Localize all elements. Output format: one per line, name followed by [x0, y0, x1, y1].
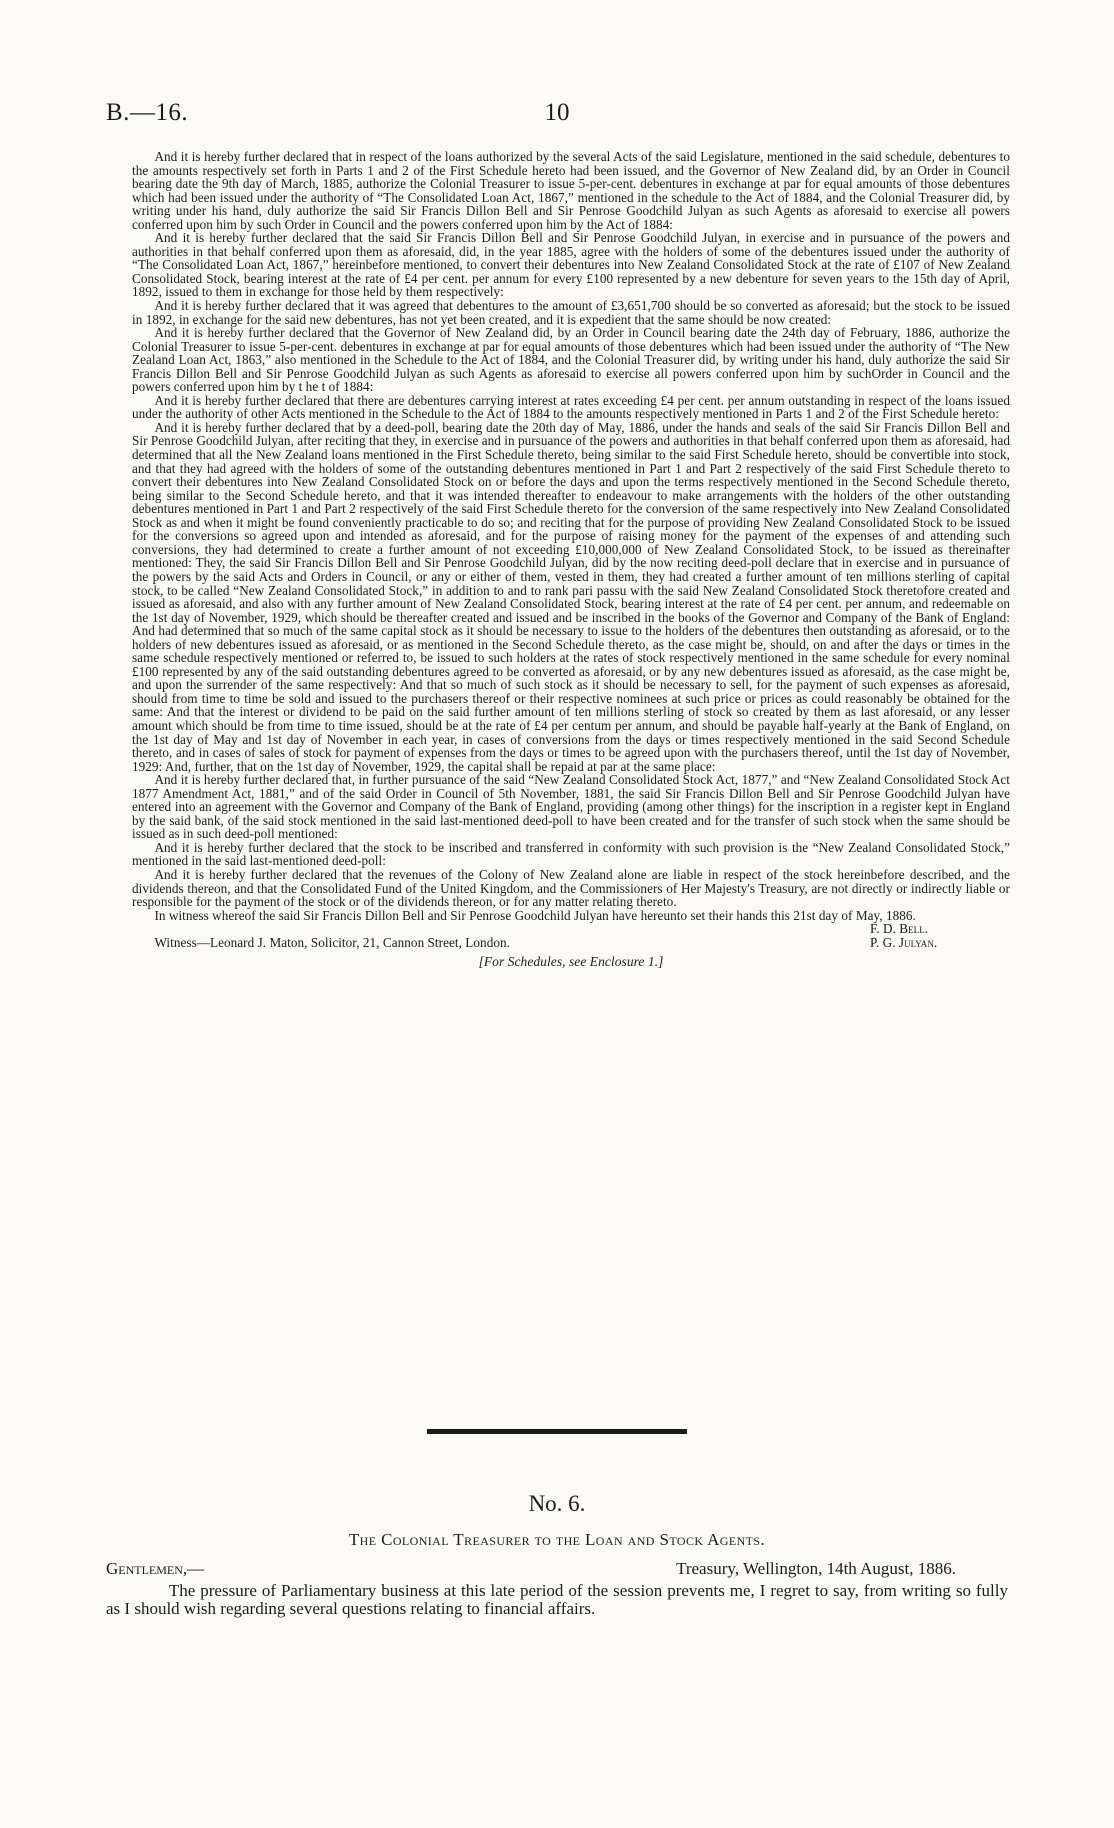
paragraph: And it is hereby further declared that by a deed-poll, bearing date the 20th day of May, 1886, under the hands and seals of the said Sir Francis Dillon Bell and Sir Penrose Goodchild Julyan, after reciting that they, in exercise and in pursuance of the powers and authorities in that behalf conferred upon them as aforesaid, had determined that all the New Zealand loans mentioned in the First Schedule thereto, being similar to the said First Schedule hereto, should be convertible into stock, and that they had agreed with the holders of some of the outstanding debentures mentioned in Part 1 and Part 2 respectively of the said First Schedule thereto to convert their debentures into New Zealand Consolidated Stock on or before the days and upon the terms respectively mentioned in the Second Schedule thereto, being similar to the Second Schedule hereto, and that it was intended thereafter to endeavour to make arrangements with the holders of the other outstanding debentures mentioned in Part 1 and Part 2 respectively of the said First Schedule thereto for the conversion of the same respectively into New Zealand Consolidated Stock as and when it might be found conveniently practicable to do so; and reciting that for the purpose of providing New Zealand Consolidated Stock to be issued for the conversions so agreed upon and intended as aforesaid, and for the purpose of raising money for the payment of the expenses of and attending such conversions, they had determined to create a further amount of not exceeding £10,000,000 of New Zealand Consolidated Stock, to be issued as thereinafter mentioned: They, the said Sir Francis Dillon Bell and Sir Penrose Goodchild Julyan, did by the now reciting deed-poll declare that in exercise and in pursuance of the powers by the said Acts and Orders in Council, or any or either of them, vested in them, they had created a further amount of ten millions sterling of capital stock, to be called “New Zealand Consolidated Stock,” in addition to and to rank pari passu with the said New Zealand Consolidated Stock theretofore created and issued as aforesaid, and also with any further amount of New Zealand Consolidated Stock, bearing interest at the rate of £4 per cent. per annum, and redeemable on the 1st day of November, 1929, which should be thereafter created and issued and be inscribed in the books of the Governor and Company of the Bank of England: And had determined that so much of the same capital stock as it should be necessary to issue to the holders of the debentures then outstanding as aforesaid, or to the holders of new debentures issued as aforesaid, or as mentioned in the Second Schedule thereto, as the case might be, should, on and after the days or times in the same schedule respectively mentioned or referred to, be issued to such holders at the rates of stock respectively mentioned in the same schedule for every nominal £100 represented by any of the said outstanding debentures agreed to be converted as aforesaid, or by any new debentures issued as aforesaid, as the case might be, and upon the surrender of the same respectively: And that so much of such stock as it should be necessary to sell, for the payment of such expenses as aforesaid, should from time to time be sold and issued to the purchasers thereof or their respective nominees at such price or prices as could reasonably be obtained for the same: And that the interest or dividend to be paid on the said further amount of ten millions sterling of stock so created by them as last aforesaid, or any lesser amount which should be from time to time issued, should be at the rate of £4 per centum per annum, and should be payable half-yearly at the Bank of England, on the 1st day of May and 1st day of November in each year, in cases of conversions from the days or times respectively mentioned in the said Second Schedule thereto, and in cases of sales of stock for payment of expenses from the days or times to be agreed upon with the purchasers thereof, until the 1st day of November, 1929: And, further, that on the 1st day of November, 1929, the capital shall be repaid at par at the same place:: [132, 419, 1010, 774]
salutation: Gentlemen,—: [106, 1559, 205, 1578]
paragraph: And it is hereby further declared that it was agreed that debentures to the amount of £3,651,700 should be so converted as aforesaid; but the stock to be issued in 1892, in exchange for the said new debentures, has not yet been created, and it is expedient that the same should be now created:: [132, 298, 1010, 327]
paragraph: And it is hereby further declared that the revenues of the Colony of New Zealand alone are liable in respect of the stock hereinbefore described, and the dividends thereon, and that the Consolidated Fund of the United Kingdom, and the Commissioners of Her Majesty's Treasury, are not directly or indirectly liable or responsible for the payment of the stock or of the dividends thereon, or for any matter relating thereto.: [132, 866, 1010, 910]
salutation-row: [106, 1559, 1008, 1581]
dateline: Treasury, Wellington, 14th August, 1886.: [676, 1559, 956, 1578]
letter-paragraph: The pressure of Parliamentary business at this late period of the session prevents me, I regret to say, from writing so fully as I should wish regarding several questions relating to financial affairs.: [106, 1581, 1008, 1618]
paragraph: And it is hereby further declared that the Governor of New Zealand did, by an Order in Council bearing date the 24th day of February, 1886, authorize the Colonial Treasurer to issue 5-per-cent. debentures in exchange at par for equal amounts of those debentures which had been issued under the authority of “The New Zealand Loan Act, 1863,” also mentioned in the Schedule to the Act of 1884, and the Colonial Treasurer did, by writing under his hand, duly authorize the said Sir Francis Dillon Bell and Sir Penrose Goodchild Julyan as such Agents as aforesaid to exercise all powers conferred upon him by suchOrder in Council and the powers conferred upon him by t he t of 1884:: [132, 325, 1010, 395]
signer-julyan: P. G. Julyan.: [870, 934, 938, 950]
letter-body: [106, 1582, 1008, 1618]
declaration-body: [132, 150, 1010, 969]
section-divider: [427, 1429, 687, 1434]
paragraph: And it is hereby further declared that in respect of the loans authorized by the several Acts of the said Legislature, mentioned in the said schedule, debentures to the amounts respectively set forth in Parts 1 and 2 of the First Schedule hereto had been issued, and the Governor of New Zealand did, by an Order in Council bearing date the 9th day of March, 1885, authorize the Colonial Treasurer to issue 5-per-cent. debentures in exchange at par for equal amounts of those debentures which had been issued under the authority of “The Consolidated Loan Act, 1867,” mentioned in the schedule to the Act of 1884, and the Colonial Treasurer did, by writing under his hand, duly authorize the said Sir Francis Dillon Bell and Sir Penrose Goodchild Julyan as such Agents as aforesaid to exercise all powers conferred upon him by such Order in Council and the powers conferred upon him by the Act of 1884:: [132, 149, 1010, 232]
paragraph: And it is hereby further declared that there are debentures carrying interest at rates exceeding £4 per cent. per annum outstanding in respect of the loans issued under the authority of other Acts mentioned in the Schedule to the Act of 1884 to the amounts respectively mentioned in Parts 1 and 2 of the First Schedule hereto:: [132, 392, 1010, 422]
page-number: 10: [544, 99, 570, 126]
paragraph: And it is hereby further declared that, in further pursuance of the said “New Zealand Consolidated Stock Act, 1877,” and “New Zealand Consolidated Stock Act 1877 Amendment Act, 1881,” and of the said Order in Council of 5th November, 1881, the said Sir Francis Dillon Bell and Sir Penrose Goodchild Julyan have entered into an agreement with the Governor and Company of the Bank of England, providing (among other things) for the inscription in a register kept in England by the said bank, of the said stock mentioned in the said last-mentioned deed-poll to have been created and for the transfer of such stock when the same should be issued as in such deed-poll mentioned:: [132, 772, 1010, 842]
paragraph: In witness whereof the said Sir Francis Dillon Bell and Sir Penrose Goodchild Julyan have hereunto set their hands this 21st day of May, 1886.: [154, 907, 916, 923]
signature-row-1: [132, 922, 1010, 936]
witness-line: Witness—Leonard J. Maton, Solicitor, 21, Cannon Street, London.: [154, 934, 510, 950]
paragraph: And it is hereby further declared that the said Sir Francis Dillon Bell and Sir Penrose Goodchild Julyan, in exercise and in pursuance of the powers and authorities in that behalf conferred upon them as aforesaid, did, in the year 1885, agree with the holders of some of the debentures issued under the authority of “The Consolidated Loan Act, 1867,” hereinbefore mentioned, to convert their debentures into New Zealand Consolidated Stock at the rate of £107 of New Zealand Consolidated Stock, bearing interest at the rate of £4 per cent. per annum for every £100 represented by a new debenture for seven years to the 15th day of April, 1892, issued to them in exchange for those held by them respectively:: [132, 230, 1010, 300]
signature-row-2: [132, 936, 1010, 950]
paragraph: And it is hereby further declared that the stock to be inscribed and transferred in conformity with such provision is the “New Zealand Consolidated Stock,” mentioned in the said last-mentioned deed-poll:: [132, 839, 1010, 869]
letter-heading: The Colonial Treasurer to the Loan and Stock Agents.: [348, 1530, 766, 1549]
signer-bell: F. D. Bell.: [870, 921, 929, 937]
section-number: No. 6.: [528, 1491, 586, 1516]
document-reference: B.—16.: [106, 99, 189, 126]
running-header: [106, 99, 1008, 131]
schedules-note: [For Schedules, see Enclosure 1.]: [478, 954, 664, 970]
